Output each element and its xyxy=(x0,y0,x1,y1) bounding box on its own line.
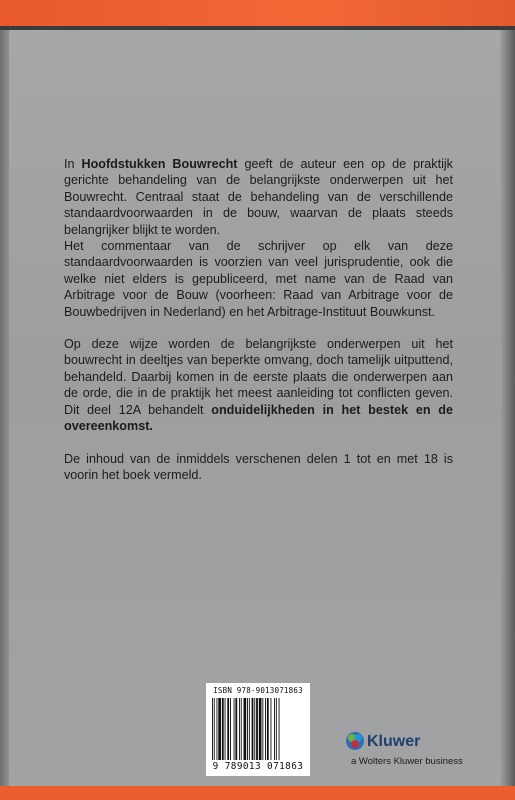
series-title: Hoofdstukken Bouwrecht xyxy=(81,157,238,171)
publisher-name: Kluwer xyxy=(367,733,421,750)
barcode-bars xyxy=(210,698,306,760)
back-cover-blurb xyxy=(64,156,453,499)
blurb-p1-text: In xyxy=(64,157,82,171)
blurb-paragraph-1 xyxy=(64,156,453,238)
blurb-paragraph-2: Het commentaar van de schrijver op elk van deze standaardvoorwaarden is voorzien van veel jurisprudentie, ook die welke niet elders is gepubliceerd, met name van de Raad van Arbitrage voor de Bouw (voorheen: Raad van Arbitrage voor de Bouwbedrijven in Nederland) en het Arbitrage-Instituut Bouwkunst. xyxy=(64,239,453,319)
blurb-paragraph-3 xyxy=(64,336,453,434)
blurb-paragraph-4: De inhoud van de inmiddels verschenen delen 1 tot en met 18 is voorin het boek vermeld. xyxy=(64,451,453,482)
isbn-label: ISBN 978-9013071863 xyxy=(213,686,303,695)
volume-topic: onduidelijkheden in het bestek en de overeenkomst. xyxy=(64,402,453,434)
wolters-kluwer-globe-icon xyxy=(345,731,365,751)
left-edge-shadow xyxy=(0,30,9,786)
blurb-p3-text: Op deze wijze worden de belangrijkste onderwerpen uit het bouwrecht in deeltjes van beperkte omvang, doch tamelijk uitputtend, behandeld. Daarbij komen in de eerste plaats die onderwerpen aan de orde, die in de praktijk het meest aanleiding tot conflicten geven. Dit deel 12A behandelt xyxy=(64,337,453,417)
isbn-barcode xyxy=(206,683,310,776)
publisher-tagline: a Wolters Kluwer business xyxy=(351,756,463,767)
right-spine-edge xyxy=(500,30,515,786)
bottom-orange-band xyxy=(0,786,515,800)
publisher-logo xyxy=(339,725,489,775)
top-orange-band xyxy=(0,0,515,26)
barcode-digits: 9 789013 071863 xyxy=(212,761,304,772)
blurb-p1-text-continued: geeft de auteur een op de praktijk gerichte behandeling van de belangrijkste onderwerpen uit het Bouwrecht. Centraal staat de behandeling van de verschillende standaardvoorwaarden in de bouw, waarvan de plaats steeds belangrijker blijkt te worden. xyxy=(64,157,453,237)
top-dark-strip xyxy=(0,26,515,30)
